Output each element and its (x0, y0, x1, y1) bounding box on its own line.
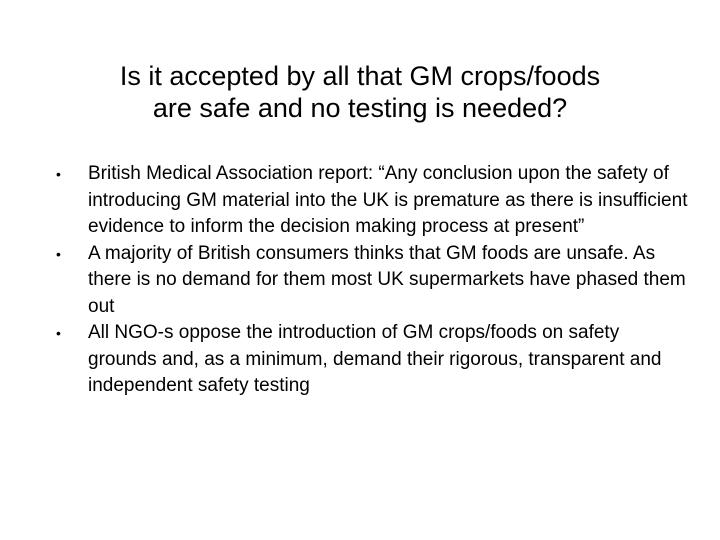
bullet-list (50, 161, 690, 400)
slide-title (60, 60, 660, 124)
bullet-text: British Medical Association report: “Any conclusion upon the safety of introducing GM material into the UK is premature as there is insufficient evidence to inform the decision making process at present” (88, 163, 688, 237)
bullet-text: All NGO-s oppose the introduction of GM crops/foods on safety grounds and, as a minimum, demand their rigorous, transparent and independent safety testing (88, 322, 662, 396)
bullet-item-bma-report (50, 161, 690, 241)
bullet-item-consumers (50, 241, 690, 321)
slide-title-line-2: are safe and no testing is needed? (152, 93, 568, 123)
bullet-icon: • (56, 166, 61, 182)
bullet-icon: • (56, 245, 61, 262)
slide-title-line-1: Is it accepted by all that GM crops/foods (119, 61, 601, 91)
bullet-icon: • (56, 325, 61, 341)
bullet-item-ngos (50, 320, 690, 400)
bullet-text: A majority of British consumers thinks that GM foods are unsafe. As there is no demand for them most UK supermarkets have phased them out (88, 242, 686, 317)
